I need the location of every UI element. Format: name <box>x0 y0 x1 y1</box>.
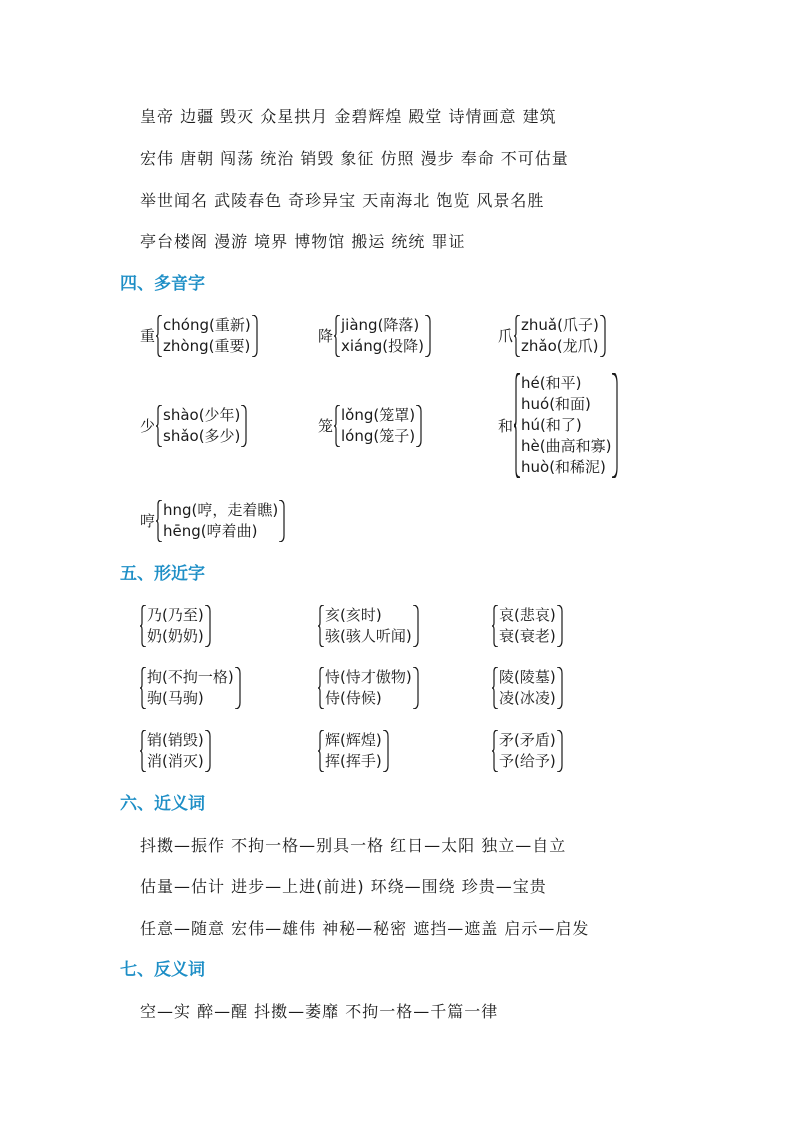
word-line-1: 皇帝 边疆 毁灭 众星拱月 金碧辉煌 殿堂 诗情画意 建筑 <box>140 107 557 126</box>
right-bracket-icon <box>279 500 285 542</box>
similar-item: 哀(悲哀) <box>499 606 556 624</box>
reading-item: chóng(重新) <box>163 316 251 334</box>
polyphonic-group <box>498 373 618 478</box>
right-bracket-icon <box>413 605 419 647</box>
brace-group <box>318 730 389 772</box>
left-brace-icon <box>318 605 324 647</box>
brace-group <box>318 667 419 709</box>
right-bracket-icon <box>612 373 618 478</box>
right-bracket-icon <box>241 405 247 447</box>
reading-item: zhuǎ(爪子) <box>521 316 599 334</box>
polyphonic-group <box>318 315 431 357</box>
left-brace-icon <box>156 500 162 542</box>
polyphonic-group <box>498 315 606 357</box>
polyphonic-char: 哼 <box>140 512 156 530</box>
polyphonic-group <box>318 405 422 447</box>
reading-item: lǒng(笼罩) <box>341 406 416 424</box>
antonym-line-1: 空—实 醉—醒 抖擞—萎靡 不拘一格—千篇一律 <box>140 1002 499 1021</box>
reading-item: huò(和稀泥) <box>521 458 606 476</box>
section-heading-antonyms: 七、反义词 <box>120 960 205 980</box>
right-bracket-icon <box>205 730 211 772</box>
similar-group <box>140 605 211 647</box>
similar-item: 辉(辉煌) <box>325 731 382 749</box>
synonym-line-2: 估量—估计 进步—上进(前进) 环绕—围绕 珍贵—宝贵 <box>140 877 547 896</box>
synonym-line-1: 抖擞—振作 不拘一格—别具一格 红日—太阳 独立—自立 <box>140 836 567 855</box>
similar-item: 凌(冰凌) <box>499 689 556 707</box>
similar-item: 矛(矛盾) <box>499 731 556 749</box>
left-brace-icon <box>140 667 146 709</box>
similar-item: 拘(不拘一格) <box>147 668 234 686</box>
reading-item: hé(和平) <box>521 374 582 392</box>
reading-item: hng(哼，走着瞧) <box>163 501 279 519</box>
left-brace-icon <box>140 605 146 647</box>
right-bracket-icon <box>557 667 563 709</box>
left-brace-icon <box>318 667 324 709</box>
brace-group <box>318 605 419 647</box>
left-brace-icon <box>492 730 498 772</box>
brace-group <box>492 667 563 709</box>
brace-group <box>334 315 431 357</box>
brace-group <box>140 605 211 647</box>
left-brace-icon <box>334 405 340 447</box>
similar-item: 乃(乃至) <box>147 606 204 624</box>
section-heading-similar: 五、形近字 <box>120 564 205 584</box>
similar-group <box>492 667 563 709</box>
brace-group <box>514 315 606 357</box>
similar-item: 奶(奶奶) <box>147 627 204 645</box>
similar-item: 恃(恃才傲物) <box>325 668 412 686</box>
reading-item: hú(和了) <box>521 416 582 434</box>
left-brace-icon <box>140 730 146 772</box>
similar-item: 予(给予) <box>499 752 556 770</box>
similar-item: 消(消灭) <box>147 752 204 770</box>
similar-item: 侍(侍候) <box>325 689 382 707</box>
right-bracket-icon <box>600 315 606 357</box>
word-line-4: 亭台楼阁 漫游 境界 博物馆 搬运 统统 罪证 <box>140 232 466 251</box>
polyphonic-char: 重 <box>140 327 156 345</box>
reading-item: zhòng(重要) <box>163 337 251 355</box>
reading-item: zhǎo(龙爪) <box>521 337 599 355</box>
similar-group <box>140 730 211 772</box>
reading-item: hēng(哼着曲) <box>163 522 258 540</box>
reading-item: shǎo(多少) <box>163 427 241 445</box>
reading-item: shào(少年) <box>163 406 241 424</box>
left-brace-icon <box>514 315 520 357</box>
brace-group <box>334 405 422 447</box>
synonym-line-3: 任意—随意 宏伟—雄伟 神秘—秘密 遮挡—遮盖 启示—启发 <box>140 919 590 938</box>
brace-group <box>156 315 258 357</box>
similar-group <box>492 730 563 772</box>
polyphonic-group <box>140 315 258 357</box>
similar-group <box>318 605 419 647</box>
similar-group <box>318 667 419 709</box>
left-brace-icon <box>514 373 520 478</box>
right-bracket-icon <box>557 730 563 772</box>
left-brace-icon <box>492 667 498 709</box>
brace-group <box>156 405 247 447</box>
similar-item: 骇(骇人听闻) <box>325 627 412 645</box>
brace-group <box>514 373 618 478</box>
similar-item: 驹(马驹) <box>147 689 204 707</box>
polyphonic-group <box>140 405 247 447</box>
similar-group <box>492 605 563 647</box>
reading-item: xiáng(投降) <box>341 337 424 355</box>
right-bracket-icon <box>205 605 211 647</box>
similar-item: 亥(亥时) <box>325 606 382 624</box>
polyphonic-char: 和 <box>498 416 514 435</box>
similar-item: 挥(挥手) <box>325 752 382 770</box>
right-bracket-icon <box>416 405 422 447</box>
section-heading-synonyms: 六、近义词 <box>120 794 205 814</box>
polyphonic-group <box>140 500 285 542</box>
brace-group <box>492 730 563 772</box>
left-brace-icon <box>334 315 340 357</box>
brace-group <box>140 667 241 709</box>
polyphonic-char: 少 <box>140 417 156 435</box>
polyphonic-char: 笼 <box>318 417 334 435</box>
reading-item: hè(曲高和寡) <box>521 437 612 455</box>
reading-item: huó(和面) <box>521 395 591 413</box>
similar-item: 销(销毁) <box>147 731 204 749</box>
section-heading-polyphonic: 四、多音字 <box>120 274 205 294</box>
brace-group <box>492 605 563 647</box>
right-bracket-icon <box>383 730 389 772</box>
right-bracket-icon <box>425 315 431 357</box>
left-brace-icon <box>318 730 324 772</box>
similar-item: 衰(衰老) <box>499 627 556 645</box>
word-line-3: 举世闻名 武陵春色 奇珍异宝 天南海北 饱览 风景名胜 <box>140 191 545 210</box>
right-bracket-icon <box>413 667 419 709</box>
similar-group <box>318 730 389 772</box>
brace-group <box>156 500 285 542</box>
right-bracket-icon <box>252 315 258 357</box>
reading-item: jiàng(降落) <box>341 316 420 334</box>
similar-item: 陵(陵墓) <box>499 668 556 686</box>
brace-group <box>140 730 211 772</box>
reading-item: lóng(笼子) <box>341 427 416 445</box>
polyphonic-char: 爪 <box>498 327 514 345</box>
right-bracket-icon <box>557 605 563 647</box>
right-bracket-icon <box>235 667 241 709</box>
word-line-2: 宏伟 唐朝 闯荡 统治 销毁 象征 仿照 漫步 奉命 不可估量 <box>140 149 569 168</box>
left-brace-icon <box>156 315 162 357</box>
polyphonic-char: 降 <box>318 327 334 345</box>
left-brace-icon <box>492 605 498 647</box>
similar-group <box>140 667 241 709</box>
left-brace-icon <box>156 405 162 447</box>
